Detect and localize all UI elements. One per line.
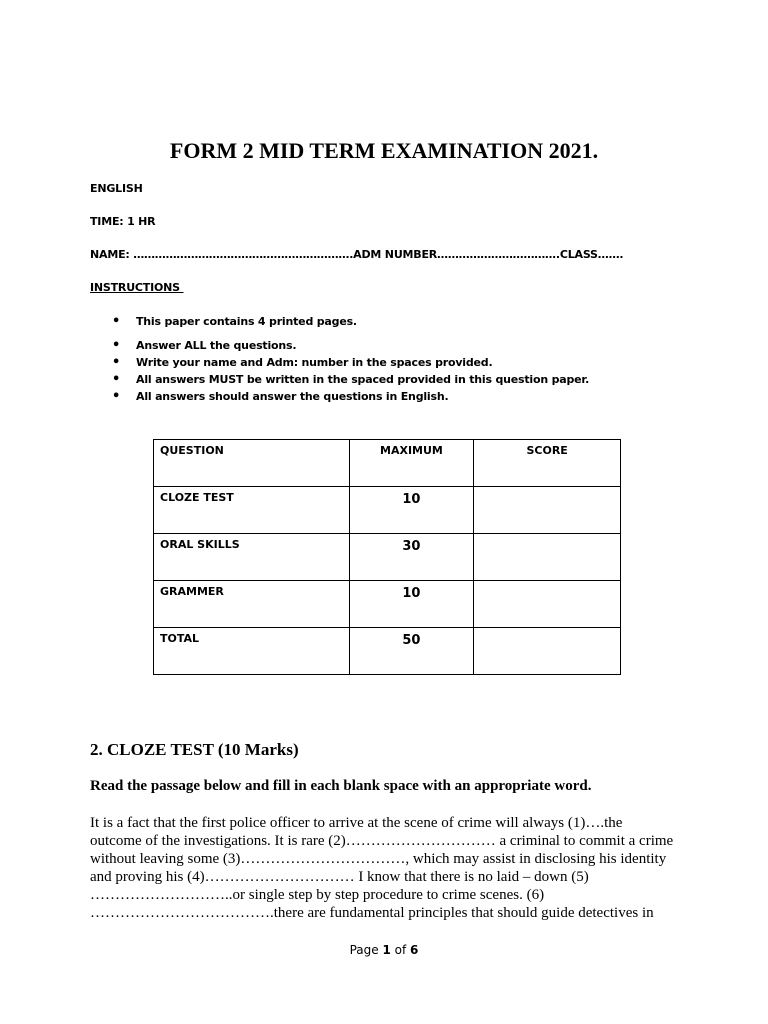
header-question: QUESTION [154,440,350,487]
page-total: 6 [410,943,419,957]
row-question: GRAMMER [154,581,350,628]
passage-line: ……………………………….there are fundamental principles that should guide detectives in [90,905,654,921]
row-maximum: 10 [349,487,474,534]
table-row [154,534,621,581]
page-title: FORM 2 MID TERM EXAMINATION 2021. [169,138,599,163]
section-instruction: Read the passage below and fill in each blank space with an appropriate word. [90,778,592,794]
table-header-row [154,440,621,487]
row-question: ORAL SKILLS [154,534,350,581]
instruction-list [90,337,589,405]
instruction-item: • All answers should answer the questions in English. [90,388,589,405]
instructions-heading: INSTRUCTIONS [90,281,184,294]
instruction-item: • All answers MUST be written in the spaced provided in this question paper. [90,371,589,388]
row-maximum: 50 [349,628,474,675]
passage-line: without leaving some (3)……………………………, which may assist in disclosing his identity [90,851,667,867]
row-question: CLOZE TEST [154,487,350,534]
subject-label: ENGLISH [90,182,143,195]
passage-line: outcome of the investigations. It is rare (2)………………………… a criminal to commit a crime [90,833,674,849]
passage-line: It is a fact that the first police officer to arrive at the scene of crime will always (1)….the [90,815,623,831]
row-score[interactable] [474,487,621,534]
passage-line: ………………………..or single step by step procedure to crime scenes. (6) [90,887,545,903]
name-adm-class-line: NAME: …………………………………………………….ADM NUMBER…………………………….CLASS……. [90,248,624,261]
table-row [154,487,621,534]
passage-line: and proving his (4)………………………… I know that there is no laid – down (5) [90,869,589,885]
row-maximum: 10 [349,581,474,628]
score-table [153,439,621,675]
page-footer [0,943,768,957]
row-score[interactable] [474,581,621,628]
of-word: of [390,943,411,957]
row-maximum: 30 [349,534,474,581]
header-score: SCORE [474,440,621,487]
cloze-passage [90,814,680,922]
instruction-item: • This paper contains 4 printed pages. [90,313,357,330]
page-word: Page [349,943,383,957]
row-score[interactable] [474,628,621,675]
table-row [154,581,621,628]
table-row [154,628,621,675]
instruction-list-first [90,313,357,330]
header-maximum: MAXIMUM [349,440,474,487]
page-current: 1 [382,943,391,957]
row-score[interactable] [474,534,621,581]
instruction-item: • Answer ALL the questions. [90,337,589,354]
row-question: TOTAL [154,628,350,675]
time-label: TIME: 1 HR [90,215,156,228]
instruction-item: • Write your name and Adm: number in the spaces provided. [90,354,589,371]
section-title: 2. CLOZE TEST (10 Marks) [90,740,299,759]
